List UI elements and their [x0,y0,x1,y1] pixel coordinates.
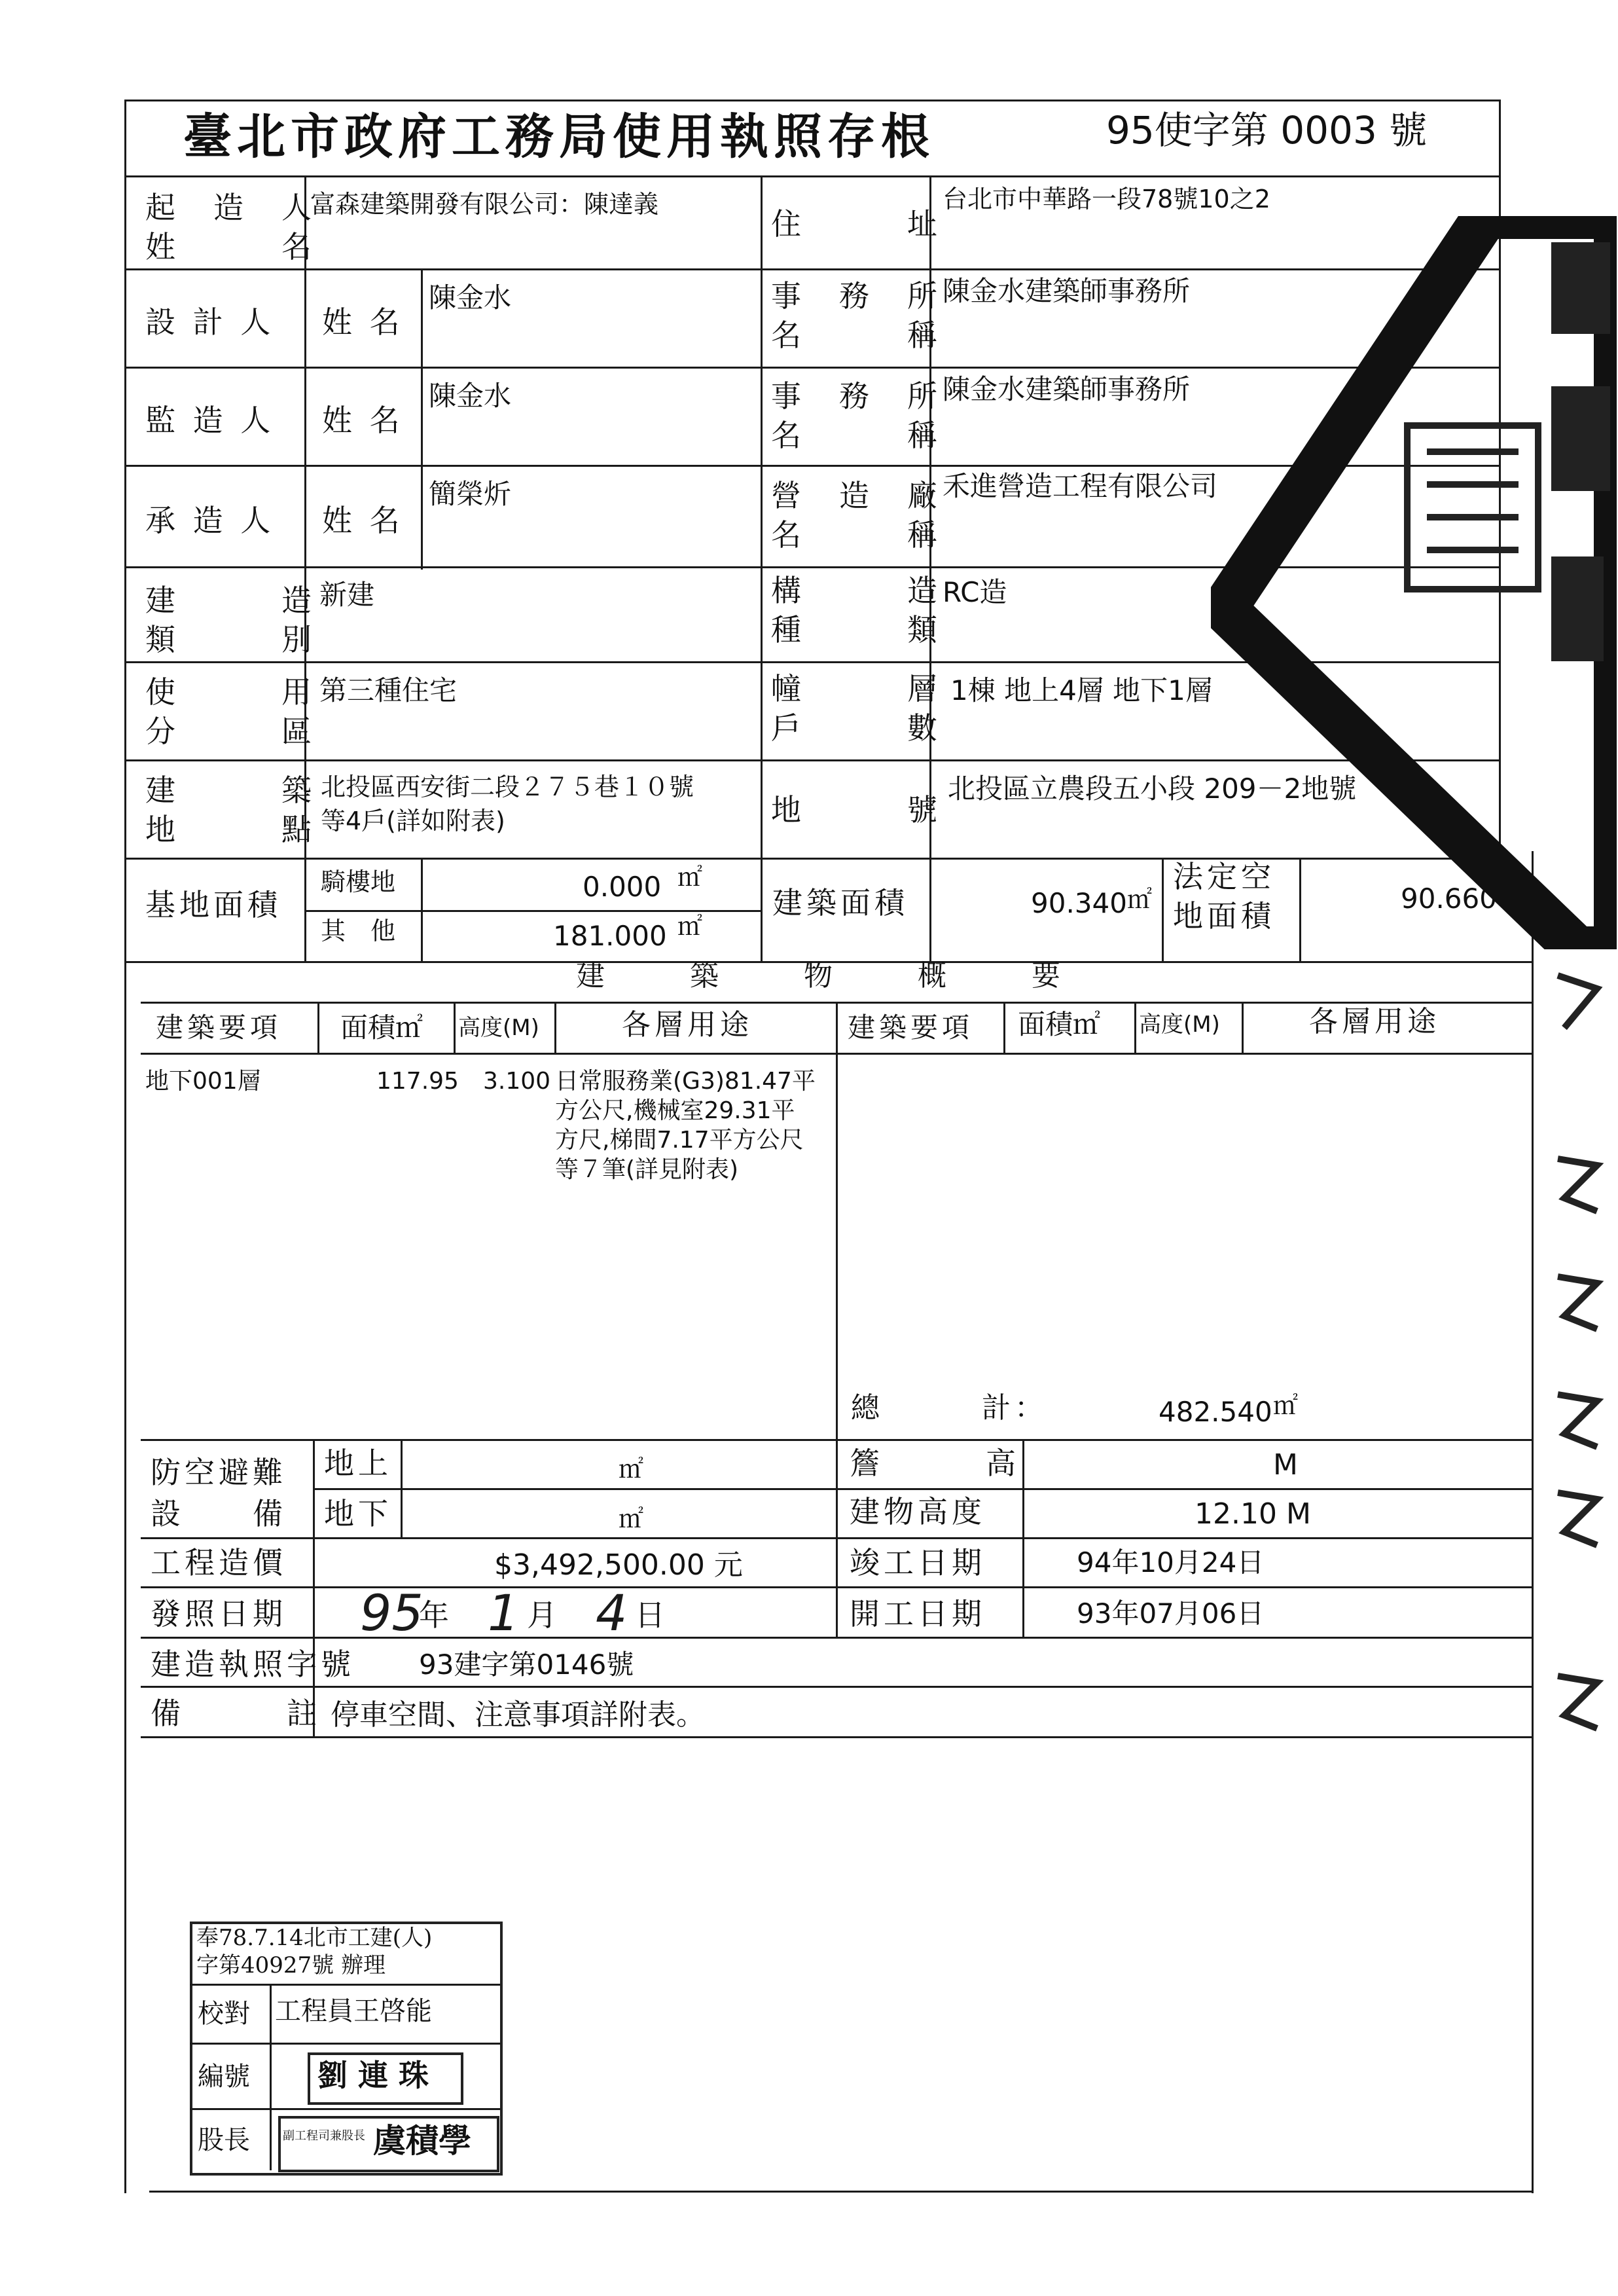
seal-edge-marks [1545,949,1610,1800]
page-title: 臺北市政府工務局使用執照存根 [183,109,935,165]
ov-col-3 [554,1002,556,1053]
lower-rule-1 [141,1537,1532,1539]
shelter-label-2: 設 備 [151,1496,287,1531]
title-rule [124,175,1500,177]
ov-col-mid [836,1002,838,1440]
below-label: 地下 [324,1496,392,1531]
designer-name-label: 姓 名 [322,304,404,340]
address-value: 台北市中華路一段78號10之2 [943,185,1270,213]
completion-value: 94年10月24日 [1077,1546,1265,1578]
contractor-name-label: 姓 名 [322,503,404,538]
designer-office-value: 陳金水建築師事務所 [943,275,1191,307]
zone-label: 使 用 [145,674,315,710]
floors-label: 幢 層 [771,671,941,706]
other-unit: ㎡ [677,912,703,941]
stamp-ref-2: 字第40927號 辦理 [196,1952,386,1978]
issue-month: 1 [488,1584,520,1642]
lot-label: 地 號 [771,792,941,828]
address-label: 住 址 [771,206,941,242]
lower-rule-half [313,1488,836,1490]
ov-header-area-2: 面積㎡ [1018,1008,1101,1040]
ov-row-item: 地下001層 [145,1068,261,1095]
supervisor-office-label: 事 務 所 [771,378,941,414]
ov-header-height: 高度(M) [458,1015,539,1041]
cost-label: 工程造價 [151,1545,287,1580]
start-label: 開工日期 [850,1596,986,1631]
ov-header-item-2: 建築要項 [848,1011,974,1044]
ov-header-area: 面積㎡ [340,1011,423,1044]
designer-office-label: 事 務 所 [771,278,941,314]
total-unit: ㎡ [1273,1391,1299,1420]
stamp-check-value: 工程員王啓能 [275,1996,432,2026]
permit-number: 95使字第 0003 號 [1106,108,1428,153]
ov-row-height: 3.100 [483,1068,551,1095]
col-rule-3 [761,175,763,961]
ov-header-height-2: 高度(M) [1139,1011,1220,1038]
height-label: 建物高度 [850,1494,986,1529]
cost-value: $3,492,500.00 元 [494,1548,743,1582]
construction-permit-label: 建造執照字號 [151,1647,355,1682]
zone-value: 第三種住宅 [319,674,458,706]
lower-rule-2 [141,1586,1532,1588]
open-space-value: 90.660 [1401,883,1497,915]
site-value: 北投區西安街二段２７５巷１０號 [321,773,694,801]
supervisor-value: 陳金水 [429,380,512,412]
issue-year: 95 [360,1584,423,1642]
stamp-check-label: 校對 [198,1999,250,2029]
ov-row-use-4: 等７筆(詳見附表) [555,1156,739,1183]
ov-col-2 [454,1002,456,1053]
lower-rule-3 [141,1637,1532,1639]
ov-col-7 [1242,1002,1244,1053]
lot-value: 北投區立農段五小段 209－2地號 [948,773,1357,805]
arcade-label: 騎樓地 [321,867,396,896]
lower-rule-5 [141,1736,1532,1738]
stamp-number-label: 編號 [198,2062,250,2092]
ov-header-use: 各層用途 [622,1008,753,1042]
structure-label-2: 種 類 [771,612,941,647]
issue-label: 發照日期 [151,1596,287,1631]
supervisor-office-label-2: 名 稱 [771,418,941,453]
stamp-rule-3 [190,2108,500,2110]
contractor-label: 承 造 人 [145,503,275,538]
structure-label: 構 造 [771,573,941,608]
build-type-value: 新建 [319,579,375,611]
start-value: 93年07月06日 [1077,1597,1265,1630]
open-space-label-2: 地面積 [1173,898,1275,934]
stamp-number-value: 劉 連 珠 [317,2058,429,2093]
base-area-label: 基地面積 [145,887,281,922]
contractor-company-label-2: 名 稱 [771,517,941,553]
contractor-value: 簡榮炘 [429,478,512,510]
issue-yue: 月 [527,1597,557,1633]
designer-value: 陳金水 [429,282,512,314]
stamp-chief-value: 虞積學 [373,2121,471,2160]
ov-row-use-3: 方尺,梯間7.17平方公尺 [555,1127,804,1154]
below-unit: ㎡ [619,1504,644,1533]
open-space-label: 法定空 [1173,859,1275,894]
col-rule-2 [421,268,423,570]
eaves-label: 簷 高 [850,1446,1020,1481]
lower-rule-half-r [836,1488,1532,1490]
building-area-value: 90.340 [1031,887,1127,919]
remarks-value: 停車空間、注意事項詳附表。 [331,1698,705,1732]
structure-value: RC造 [943,576,1007,608]
supervisor-name-label: 姓 名 [322,403,404,438]
site-label-2: 地 點 [145,812,315,847]
frame-right-lower [1532,851,1534,2193]
ov-row-use: 日常服務業(G3)81.47平 [555,1068,816,1095]
lower-rule-4 [141,1686,1532,1688]
issue-nian: 年 [419,1597,449,1633]
contractor-company-value: 禾進營造工程有限公司 [943,470,1218,502]
contractor-company-label: 營 造 廠 [771,478,941,513]
build-type-label-2: 類 別 [145,622,315,657]
owner-label-2: 姓 名 [145,229,315,264]
total-value: 482.540 [1159,1396,1272,1428]
supervisor-label: 監 造 人 [145,403,275,438]
build-type-label: 建 造 [145,583,315,618]
issue-ri: 日 [635,1597,665,1633]
frame-top [124,100,1500,101]
frame-bottom [149,2191,1532,2193]
building-area-unit: ㎡ [1127,885,1153,914]
zone-label-2: 分 區 [145,714,315,749]
other-label: 其 他 [321,917,396,945]
above-unit: ㎡ [619,1455,644,1484]
designer-label: 設 計 人 [145,304,275,340]
eaves-value: M [1273,1448,1298,1482]
total-label: 總 計： [851,1391,1047,1425]
site-label: 建 築 [145,773,315,808]
stamp-rule-2 [190,2043,500,2045]
shelter-label: 防空避難 [151,1455,287,1490]
building-area-label: 建築面積 [772,885,908,920]
open-space-col-1 [1162,858,1164,961]
arcade-unit: ㎡ [677,863,703,892]
ov-row-area: 117.95 [376,1068,459,1095]
issue-day: 4 [596,1584,628,1642]
other-value: 181.000 [553,920,667,952]
above-label: 地上 [324,1446,392,1481]
stamp-rule-1 [190,1984,500,1986]
ov-header-use-2: 各層用途 [1309,1005,1440,1038]
floors-label-2: 戶 數 [771,710,941,746]
stamp-col [270,1984,272,2170]
ov-col-1 [317,1002,319,1053]
stamp-ref-1: 奉78.7.14北市工建(人) [196,1925,433,1951]
height-value: 12.10 M [1195,1497,1311,1531]
owner-label: 起 造 人 [145,190,315,225]
official-seal-image [1211,216,1617,949]
remarks-label: 備 註 [151,1696,321,1731]
stamp-chief-small: 副工程司兼股長 [283,2129,365,2143]
construction-permit-value: 93建字第0146號 [419,1649,634,1681]
overview-title: 建 築 物 概 要 [576,959,1070,993]
frame-left [124,100,126,2193]
ov-col-5 [1003,1002,1005,1053]
base-area-col [421,858,423,961]
ov-col-6 [1134,1002,1136,1053]
ov-header-item: 建築要項 [156,1011,282,1044]
supervisor-office-value: 陳金水建築師事務所 [943,373,1191,405]
designer-office-label-2: 名 稱 [771,318,941,353]
stamp-chief-label: 股長 [198,2125,250,2155]
arcade-value: 0.000 [583,871,662,903]
owner-value: 富森建築開發有限公司：陳達義 [310,190,659,219]
ov-row-use-2: 方公尺,機械室29.31平 [555,1097,795,1124]
completion-label: 竣工日期 [850,1545,986,1580]
floors-value: 1棟 地上4層 地下1層 [950,674,1213,706]
site-value-2: 等4戶(詳如附表) [321,807,505,835]
